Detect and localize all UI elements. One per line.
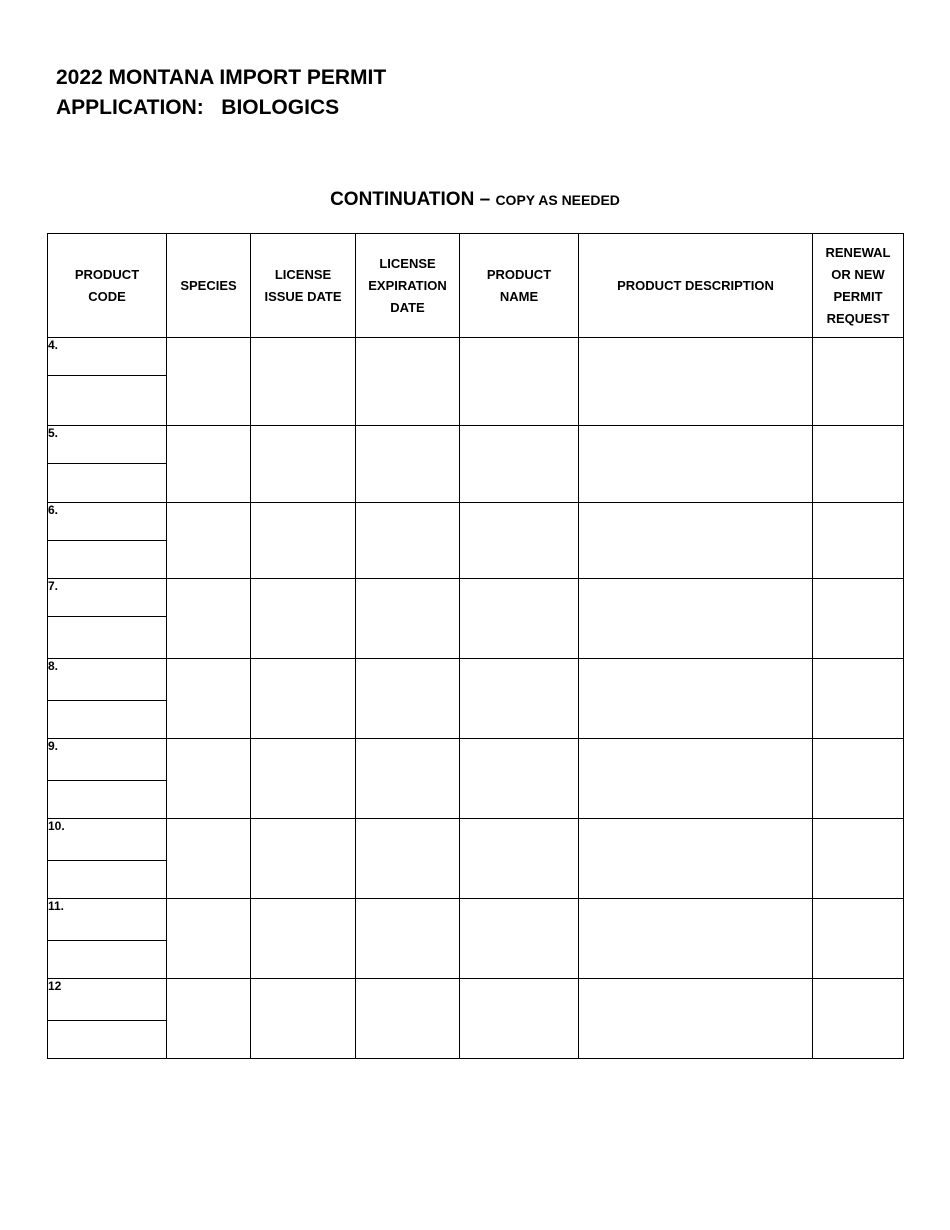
table-row (48, 426, 904, 464)
continuation-label: CONTINUATION – (330, 189, 496, 210)
product-name-cell[interactable] (460, 739, 579, 819)
form-title (56, 63, 386, 123)
product-name-cell[interactable] (460, 659, 579, 739)
license-issue-date-cell[interactable] (251, 979, 356, 1059)
license-issue-date-cell[interactable] (251, 338, 356, 426)
product-code-cell[interactable]: 9. (48, 739, 167, 781)
species-cell[interactable] (167, 579, 251, 659)
product-name-cell[interactable] (460, 426, 579, 503)
product-description-cell[interactable] (579, 426, 813, 503)
renewal-request-cell[interactable] (813, 338, 904, 426)
species-cell[interactable] (167, 426, 251, 503)
product-code-cell[interactable]: 11. (48, 899, 167, 941)
species-cell[interactable] (167, 899, 251, 979)
renewal-request-cell[interactable] (813, 579, 904, 659)
species-cell[interactable] (167, 739, 251, 819)
table-row (48, 819, 904, 861)
species-cell[interactable] (167, 338, 251, 426)
species-cell[interactable] (167, 503, 251, 579)
col-header-product-description: PRODUCT DESCRIPTION (579, 234, 813, 338)
renewal-request-cell[interactable] (813, 503, 904, 579)
product-name-cell[interactable] (460, 899, 579, 979)
product-name-cell[interactable] (460, 819, 579, 899)
license-expiration-date-cell[interactable] (356, 739, 460, 819)
section-subtitle (0, 189, 950, 211)
product-code-subcell[interactable] (48, 1021, 167, 1059)
table-row (48, 739, 904, 781)
species-cell[interactable] (167, 819, 251, 899)
license-expiration-date-cell[interactable] (356, 579, 460, 659)
product-code-subcell[interactable] (48, 701, 167, 739)
species-cell[interactable] (167, 659, 251, 739)
product-description-cell[interactable] (579, 659, 813, 739)
renewal-request-cell[interactable] (813, 899, 904, 979)
product-name-cell[interactable] (460, 503, 579, 579)
col-header-license-issue-date: LICENSE ISSUE DATE (251, 234, 356, 338)
product-table (47, 233, 904, 1059)
title-line-2: APPLICATION: BIOLOGICS (56, 96, 340, 119)
product-code-subcell[interactable] (48, 861, 167, 899)
license-issue-date-cell[interactable] (251, 739, 356, 819)
product-description-cell[interactable] (579, 579, 813, 659)
license-issue-date-cell[interactable] (251, 659, 356, 739)
col-header-product-code: PRODUCT CODE (48, 234, 167, 338)
product-name-cell[interactable] (460, 979, 579, 1059)
license-issue-date-cell[interactable] (251, 503, 356, 579)
col-header-product-name: PRODUCT NAME (460, 234, 579, 338)
col-header-renewal-request: RENEWAL OR NEW PERMIT REQUEST (813, 234, 904, 338)
product-description-cell[interactable] (579, 503, 813, 579)
product-description-cell[interactable] (579, 899, 813, 979)
license-expiration-date-cell[interactable] (356, 659, 460, 739)
license-expiration-date-cell[interactable] (356, 426, 460, 503)
product-code-subcell[interactable] (48, 541, 167, 579)
product-description-cell[interactable] (579, 338, 813, 426)
table-row (48, 338, 904, 376)
renewal-request-cell[interactable] (813, 426, 904, 503)
license-issue-date-cell[interactable] (251, 426, 356, 503)
product-code-cell[interactable]: 6. (48, 503, 167, 541)
product-code-subcell[interactable] (48, 941, 167, 979)
table-row (48, 899, 904, 941)
col-header-species: SPECIES (167, 234, 251, 338)
license-issue-date-cell[interactable] (251, 899, 356, 979)
license-expiration-date-cell[interactable] (356, 899, 460, 979)
license-expiration-date-cell[interactable] (356, 979, 460, 1059)
license-expiration-date-cell[interactable] (356, 338, 460, 426)
product-code-cell[interactable]: 7. (48, 579, 167, 617)
table-row (48, 979, 904, 1021)
renewal-request-cell[interactable] (813, 979, 904, 1059)
product-code-subcell[interactable] (48, 781, 167, 819)
table-row (48, 503, 904, 541)
product-code-subcell[interactable] (48, 617, 167, 659)
license-issue-date-cell[interactable] (251, 579, 356, 659)
product-code-cell[interactable]: 8. (48, 659, 167, 701)
product-name-cell[interactable] (460, 338, 579, 426)
product-description-cell[interactable] (579, 979, 813, 1059)
renewal-request-cell[interactable] (813, 819, 904, 899)
title-line-1: 2022 MONTANA IMPORT PERMIT (56, 66, 387, 89)
species-cell[interactable] (167, 979, 251, 1059)
copy-note: COPY AS NEEDED (495, 192, 620, 208)
product-code-cell[interactable]: 12 (48, 979, 167, 1021)
license-issue-date-cell[interactable] (251, 819, 356, 899)
table-row (48, 579, 904, 617)
product-name-cell[interactable] (460, 579, 579, 659)
product-description-cell[interactable] (579, 739, 813, 819)
col-header-license-expiration-date: LICENSE EXPIRATION DATE (356, 234, 460, 338)
product-code-cell[interactable]: 10. (48, 819, 167, 861)
product-code-cell[interactable]: 5. (48, 426, 167, 464)
license-expiration-date-cell[interactable] (356, 503, 460, 579)
renewal-request-cell[interactable] (813, 659, 904, 739)
header-row (48, 234, 904, 338)
product-code-subcell[interactable] (48, 464, 167, 503)
product-description-cell[interactable] (579, 819, 813, 899)
product-code-subcell[interactable] (48, 376, 167, 426)
table-row (48, 659, 904, 701)
product-code-cell[interactable]: 4. (48, 338, 167, 376)
renewal-request-cell[interactable] (813, 739, 904, 819)
license-expiration-date-cell[interactable] (356, 819, 460, 899)
